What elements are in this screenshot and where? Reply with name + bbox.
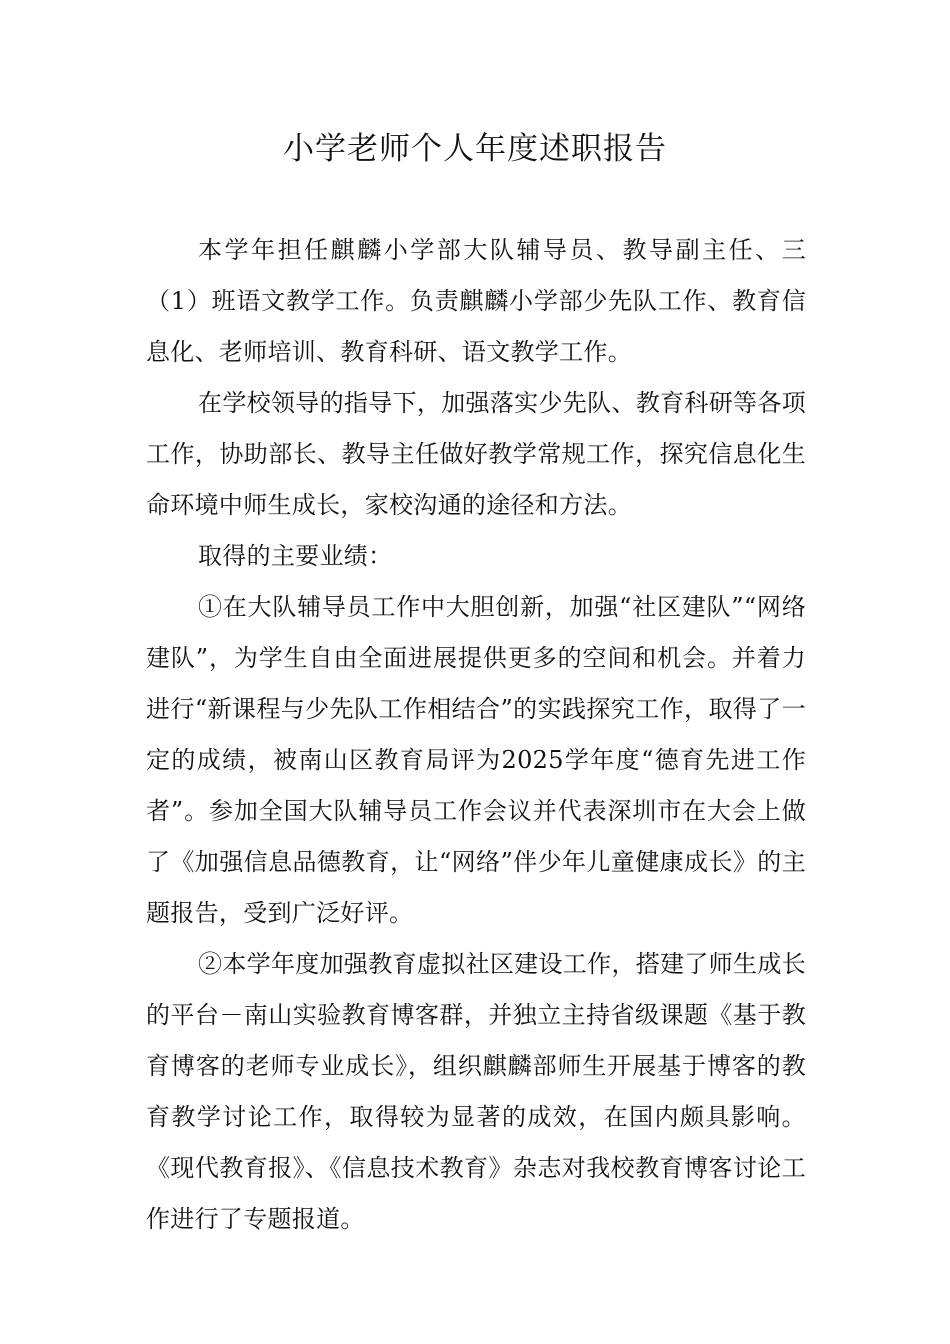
document-body [146,225,806,1245]
paragraph-duties: 本学年担任麒麟小学部大队辅导员、教导副主任、三（1）班语文教学工作。负责麒麟小学部少先队工作、教育信息化、老师培训、教育科研、语文教学工作。 [146,236,806,366]
document-title: 小学老师个人年度述职报告 [283,131,667,167]
paragraph-guidance: 在学校领导的指导下，加强落实少先队、教育科研等各项工作，协助部长、教导主任做好教学常规工作，探究信息化生命环境中师生成长，家校沟通的途径和方法。 [146,389,806,519]
paragraph-achievements-heading: 取得的主要业绩： [198,542,393,570]
paragraph-achievement-2: ②本学年度加强教育虚拟社区建设工作，搭建了师生成长的平台－南山实验教育博客群，并独立主持省级课题《基于教育博客的老师专业成长》，组织麒麟部师生开展基于博客的教育教学讨论工作，取得较为显著的成效，在国内颇具影响。《现代教育报》、《信息技术教育》杂志对我校教育博客讨论工作进行了专题报道。 [146,950,806,1233]
paragraph-achievement-1: ①在大队辅导员工作中大胆创新，加强“社区建队”“网络建队”，为学生自由全面进展提供更多的空间和机会。并着力进行“新课程与少先队工作相结合”的实践探究工作，取得了一定的成绩，被南山区教育局评为2025学年度“德育先进工作者”。参加全国大队辅导员工作会议并代表深圳市在大会上做了《加强信息品德教育，让“网络”伴少年儿童健康成长》的主题报告，受到广泛好评。 [146,593,806,927]
